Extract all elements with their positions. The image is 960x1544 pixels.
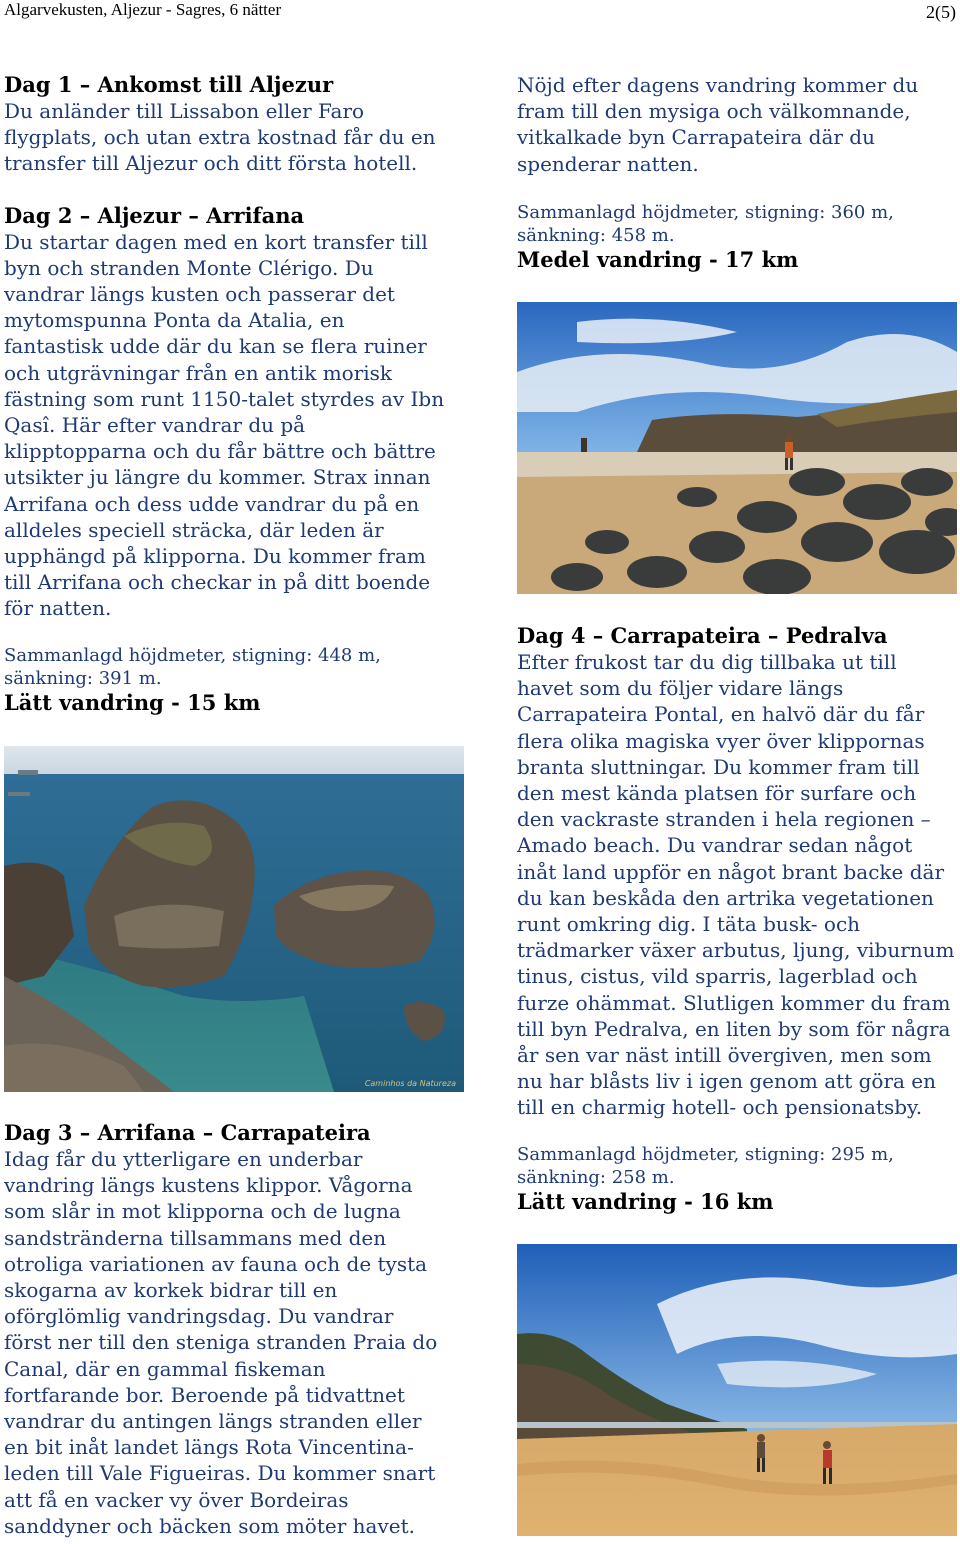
day4-level: Lätt vandring - 16 km — [517, 1188, 774, 1214]
day4-text: Efter frukost tar du dig tillbaka ut till havet som du följer vidare längs Carrapateira Pontal, en halvö där du får flera olika magiska vyer över klippornas branta sluttningar. Du kommer fram till den mest kända platsen för surfare och den vackraste stranden i hela regionen – Amado beach. Du vandrar sedan något inåt land uppför en något brant backe där du kan beskåda den artrika vegetationen runt omkring dig. I täta busk- och trädmarker växer arbutus, ljung, viburnum tinus, cistus, vild sparris, lagerblad och furze ohämmat. Slutligen kommer du fram till byn Pedralva, en liten by som för några år sen var näst intill övergiven, men som nu har blåsts liv i igen genom att göra en till en charmig hotell- och pensionatsby. — [517, 650, 955, 1120]
day4-stats: Sammanlagd höjdmeter, stigning: 295 m, sänkning: 258 m. — [517, 1143, 894, 1188]
right-column-lower — [517, 623, 957, 1215]
photo-stone-beach — [517, 302, 957, 594]
day1-title: Dag 1 – Ankomst till Aljezur — [4, 72, 334, 97]
page-header — [0, 0, 960, 26]
photo-sandy-beach — [517, 1244, 957, 1536]
document-title: Algarvekusten, Aljezur - Sagres, 6 nätter — [4, 0, 282, 19]
day3-stats: Sammanlagd höjdmeter, stigning: 360 m, sänkning: 458 m. — [517, 201, 894, 246]
day1-text: Du anländer till Lissabon eller Faro flygplats, och utan extra kostnad får du en transfer till Aljezur och ditt första hotell. — [4, 99, 436, 176]
day2-stats: Sammanlagd höjdmeter, stigning: 448 m, sänkning: 391 m. — [4, 644, 381, 689]
day2-title: Dag 2 – Aljezur – Arrifana — [4, 202, 305, 228]
left-column-lower — [4, 1120, 452, 1539]
day4-title: Dag 4 – Carrapateira – Pedralva — [517, 623, 888, 648]
left-column — [4, 72, 452, 716]
day2-text: Du startar dagen med en kort transfer till byn och stranden Monte Clérigo. Du vandrar längs kusten och passerar det mytomspunna Ponta da Atalia, en fantastisk udde där du kan se flera ruiner och utgrävningar från en antik morisk fästning som runt 1150-talet styrdes av Ibn Qasî. Här efter vandrar du på klipptopparna och du får bättre och bättre utsikter ju längre du kommer. Strax innan Arrifana och dess udde vandrar du på en alldeles speciell sträcka, där leden är upphängd på klipporna. Du kommer fram till Arrifana och checkar in på ditt boende för natten. — [4, 229, 445, 621]
day2-level: Lätt vandring - 15 km — [4, 689, 261, 715]
day3-level: Medel vandring - 17 km — [517, 246, 799, 272]
day3-title: Dag 3 – Arrifana – Carrapateira — [4, 1120, 371, 1145]
day3-text: Idag får du ytterligare en underbar vandring längs kustens klippor. Vågorna som slår in mot klipporna och de lugna sandstränderna tillsammans med den otroliga variationen av fauna och de tysta skogarna av korkek bidrar till en oförglömlig vandringsdag. Du vandrar först ner till den steniga stranden Praia do Canal, där en gammal fiskeman fortfarande bor. Beroende på tidvattnet vandrar du antingen längs stranden eller en bit inåt landet längs Rota Vincentina-leden till Vale Figueiras. Du kommer snart att få en vacker vy över Bordeiras sanddyner och bäcken som möter havet. — [4, 1147, 438, 1538]
photo-rock-islands — [4, 746, 464, 1092]
page-number: 2(5) — [926, 2, 956, 22]
photo-credit: Caminhos da Natureza — [364, 1079, 456, 1088]
right-column — [517, 72, 957, 273]
day3-cont-text: Nöjd efter dagens vandring kommer du fram till den mysiga och välkomnande, vitkalkade byn Carrapateira där du spenderar natten. — [517, 73, 919, 176]
